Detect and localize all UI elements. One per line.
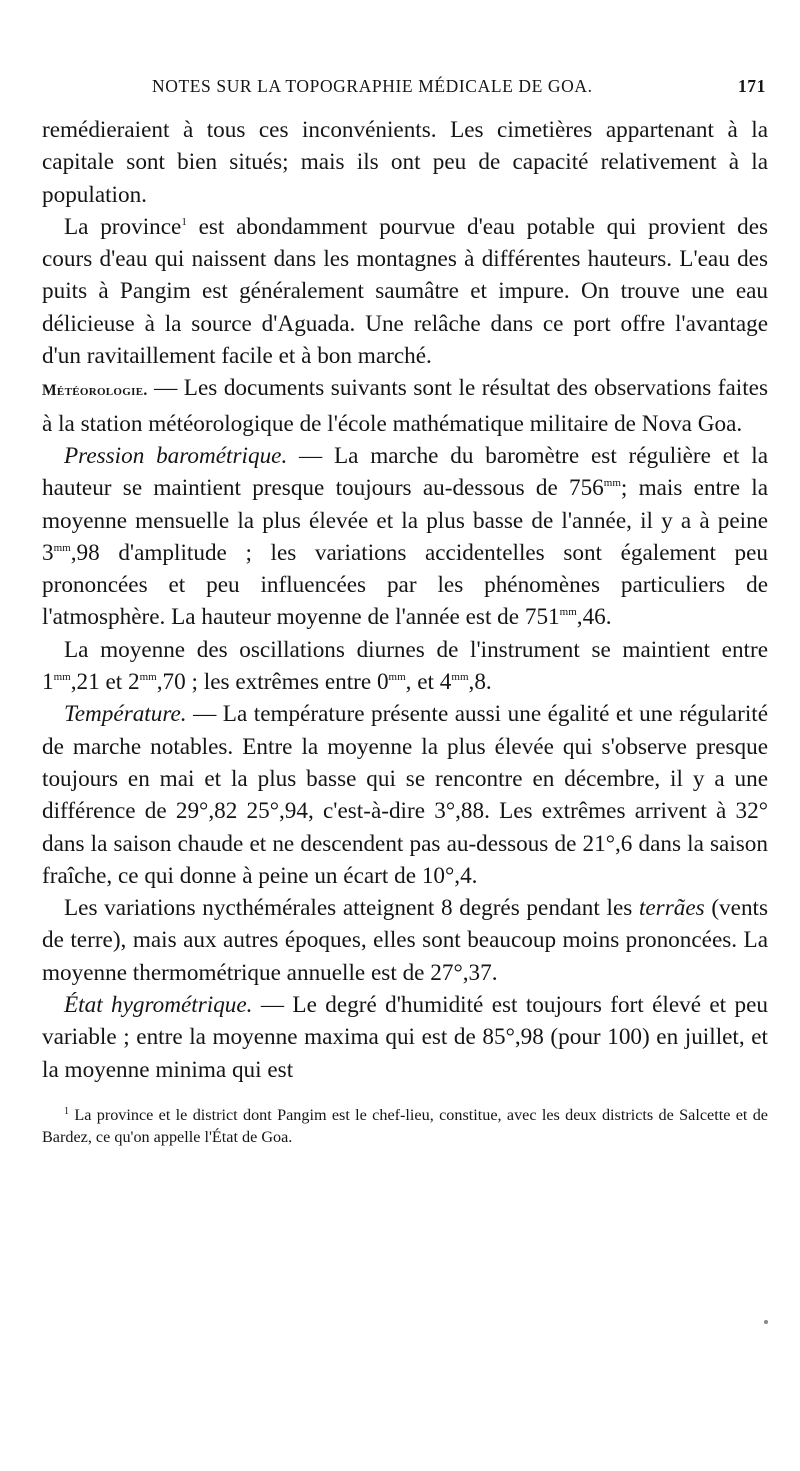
paragraph-text: (vents de terre), mais aux autres époques, elles sont beaucoup moins prononcées. La moyenne thermométrique annuelle est de 27°,37.: [42, 895, 769, 986]
paragraph-text: Les variations nycthémérales atteignent 8 degrés pendant les: [64, 895, 639, 922]
paragraph-temperature: [42, 698, 768, 892]
section-heading-pressure: Pression barométrique.: [64, 442, 288, 469]
unit-mm: mm: [559, 606, 577, 619]
unit-mm: mm: [53, 541, 71, 554]
footnote: [42, 1104, 768, 1148]
footnote-marker: 1: [64, 1105, 69, 1117]
paragraph-text: ,21 et 2: [70, 669, 140, 696]
paragraph-text: La moyenne des oscillations diurnes de l'instrument se maintient entre 1: [42, 636, 768, 696]
unit-mm: mm: [53, 671, 71, 684]
paragraph-pressure: [42, 440, 768, 634]
footnotes: [42, 1104, 768, 1148]
page: [42, 76, 768, 1148]
term-terraes: terrães: [638, 895, 705, 922]
section-heading-temperature: Température.: [64, 701, 187, 728]
paragraph-text: — Le degré d'humidité est toujours fort élevé et peu variable ; entre la moyenne maxima qui est de 85°,98 (pour 100) en juillet, et la moyenne minima qui est: [42, 992, 768, 1083]
paragraph-text: La province: [64, 213, 182, 240]
footnote-reference: 1: [181, 215, 187, 228]
section-heading-hygrometry: État hygrométrique.: [64, 992, 253, 1019]
paragraph-oscillations: [42, 634, 768, 699]
paragraph-meteorology: [42, 372, 768, 440]
paragraph-text: ,46.: [576, 604, 612, 631]
unit-mm: mm: [603, 477, 621, 490]
footnote-text: La province et le district dont Pangim est le chef-lieu, constitue, avec les deux districts de Salcette et de Bardez, ce qu'on appelle l'État de Goa.: [42, 1105, 768, 1146]
paragraph-text: remédieraient à tous ces inconvénients. Les cimetières appartenant à la capitale sont bien situés; mais ils ont peu de capacité relativement à la population.: [42, 117, 768, 208]
page-number: 171: [737, 76, 766, 96]
header-title: NOTES SUR LA TOPOGRAPHIE MÉDICALE DE GOA.: [152, 76, 593, 96]
paper-speck: [764, 1320, 768, 1324]
unit-mm: mm: [139, 671, 157, 684]
running-header: [42, 76, 768, 104]
paragraph-text: — Les documents suivants sont le résultat des observations faites à la station météorologique de l'école mathématique militaire de Nova Goa.: [42, 375, 768, 437]
paragraph-text: ; mais entre la moyenne mensuelle la plus élevée et la plus basse de l'année, il y a à peine 3: [42, 475, 768, 566]
paragraph-text: — La température présente aussi une égalité et une régularité de marche notables. Entre la moyenne la plus élevée qui s'observe presque toujours en mai et la plus basse qui se rencontre en décembre, il y a une différence de 29°,82 25°,94, c'est-à-dire 3°,88. Les extrêmes arrivent à 32° dans la saison chaude et ne descendent pas au-dessous de 21°,6 dans la saison fraîche, ce qui donne à peine un écart de 10°,4.: [42, 701, 768, 889]
section-heading-meteorology: Météorologie.: [42, 382, 148, 400]
body-text: [42, 114, 768, 1086]
paragraph-variations: [42, 892, 768, 989]
paragraph-cemeteries: [42, 114, 768, 211]
paragraph-text: , et 4: [405, 669, 452, 696]
paragraph-water: [42, 211, 768, 372]
paragraph-text: ,98 d'amplitude ; les variations accidentelles sont également peu prononcées et peu influencées par les phénomènes particuliers de l'atmosphère. La hauteur moyenne de l'année est de 751: [42, 539, 768, 631]
unit-mm: mm: [451, 671, 469, 684]
paragraph-text: ,70 ; les extrêmes entre 0: [156, 669, 389, 696]
paragraph-text: — La marche du baromètre est régulière et la hauteur se maintient presque toujours au-dessous de 756: [42, 442, 768, 502]
unit-mm: mm: [388, 671, 406, 684]
paragraph-text: est abondamment pourvue d'eau potable qui provient des cours d'eau qui naissent dans les montagnes à différentes hauteurs. L'eau des puits à Pangim est généralement saumâtre et impure. On trouve une eau délicieuse à la source d'Aguada. Une relâche dans ce port offre l'avantage d'un ravitaillement facile et à bon marché.: [42, 213, 769, 370]
paragraph-hygrometry: [42, 989, 768, 1086]
paragraph-text: ,8.: [468, 669, 492, 696]
